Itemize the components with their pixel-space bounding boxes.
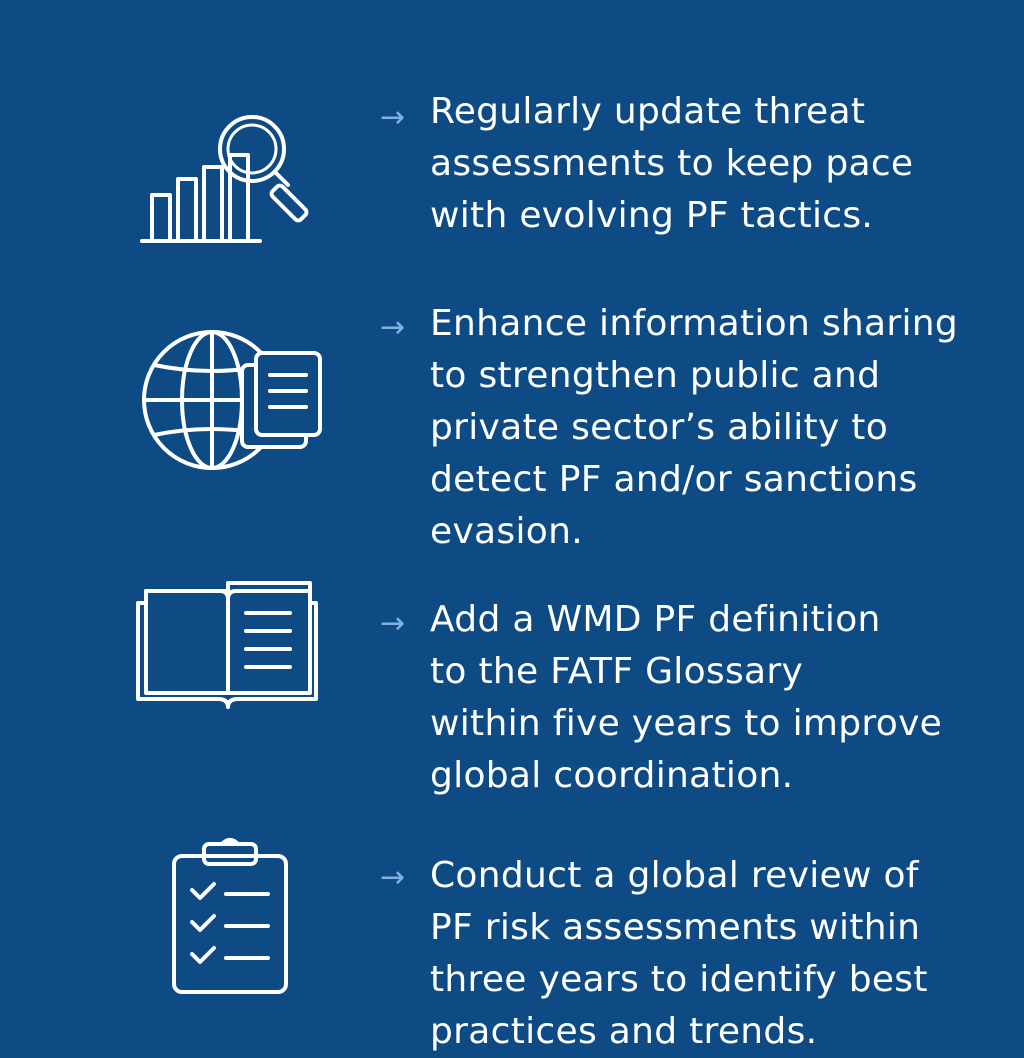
- text-line: detect PF and/or sanctions: [430, 459, 918, 500]
- text-line: Regularly update threat: [430, 91, 866, 132]
- bullet-arrow-icon: →: [380, 860, 406, 895]
- clipboard-checklist-icon: [130, 836, 330, 986]
- text-line: to strengthen public and: [430, 355, 881, 396]
- text-line: to the FATF Glossary: [430, 651, 804, 692]
- bullet-arrow-icon: →: [380, 310, 406, 345]
- text-line: private sector’s ability to: [430, 407, 889, 448]
- recommendation-text: [430, 86, 990, 242]
- text-line: with evolving PF tactics.: [430, 195, 874, 236]
- open-book-icon: [130, 575, 330, 725]
- text-line: within five years to improve: [430, 703, 943, 744]
- text-line: practices and trends.: [430, 1011, 818, 1052]
- recommendation-text: [430, 298, 990, 558]
- bar-chart-magnifier-icon: [130, 105, 330, 255]
- text-line: Enhance information sharing: [430, 303, 959, 344]
- text-line: PF risk assessments within: [430, 907, 921, 948]
- text-line: evasion.: [430, 511, 583, 552]
- text-line: Add a WMD PF definition: [430, 599, 881, 640]
- bullet-arrow-icon: →: [380, 100, 406, 135]
- text-line: assessments to keep pace: [430, 143, 914, 184]
- recommendation-text: [430, 594, 990, 802]
- bullet-arrow-icon: →: [380, 606, 406, 641]
- text-line: global coordination.: [430, 755, 794, 796]
- text-line: Conduct a global review of: [430, 855, 919, 896]
- globe-documents-icon: [130, 325, 330, 475]
- recommendation-text: [430, 850, 990, 1058]
- text-line: three years to identify best: [430, 959, 928, 1000]
